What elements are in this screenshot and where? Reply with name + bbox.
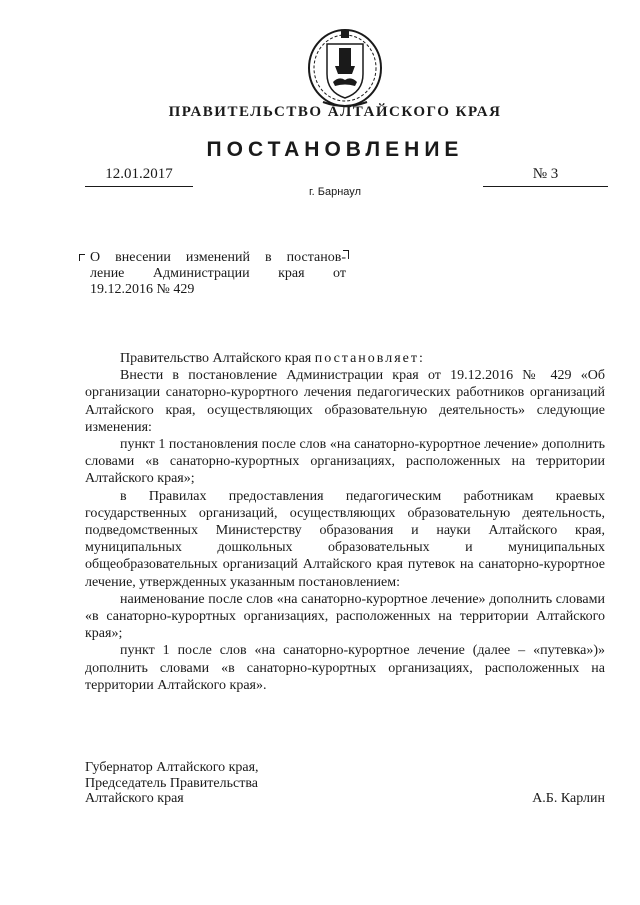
signatory-title-line-2: Председатель Правительства [85, 775, 258, 791]
intro-verb: постановляет: [314, 351, 425, 366]
document-type-title: ПОСТАНОВЛЕНИЕ [206, 138, 464, 161]
body-paragraph-3: в Правилах предоставления педагогическим работникам краевых государственных организаций, осуществляющих образовательную деятельность, подведомственных Министерству образования и науки Алтайского края, муниципальных дошкольных образовательных и муниципальных общеобразовательных организаций Алтайского края путевок на санаторно-курортное лечение, утвержденных указанным постановлением: [85, 488, 605, 590]
document-city: г. Барнаул [309, 186, 361, 198]
signatory-title-line-3: Алтайского края [85, 791, 184, 806]
subject-line-3: 19.12.2016 № 429 [90, 282, 195, 297]
signatory-title-line-1: Губернатор Алтайского края, [85, 760, 259, 775]
subject-line-2: ление Администрации края от [90, 266, 346, 281]
document-date: 12.01.2017 [85, 166, 193, 187]
document-number: № 3 [483, 166, 608, 187]
coat-of-arms-emblem-icon [305, 26, 385, 110]
subject-line-1: О внесении изменений в постанов- [90, 250, 346, 265]
signature-block [85, 760, 605, 807]
subject-corner-left [79, 254, 85, 261]
organization-name: ПРАВИТЕЛЬСТВО АЛТАЙСКОГО КРАЯ [168, 104, 502, 120]
body-paragraph-4: наименование после слов «на санаторно-курортное лечение» дополнить словами «в санаторно-курортных организациях, расположенных на территории Алтайского края»; [85, 591, 605, 642]
intro-lead: Правительство Алтайского края [120, 351, 312, 366]
body-paragraph-1: Внести в постановление Администрации края от 19.12.2016 № 429 «Об организации санаторно-курортного лечения педагогических работников организаций Алтайского края, осуществляющих образовательную деятельность» следующие изменения: [85, 368, 605, 435]
signatory-name: А.Б. Карлин [532, 791, 605, 806]
body-paragraph-2: пункт 1 постановления после слов «на санаторно-курортное лечение» дополнить словами «в санаторно-курортных организациях, расположенных на территории Алтайского края»; [85, 437, 605, 487]
body-paragraph-5: пункт 1 после слов «на санаторно-курортное лечение (далее – «путевка»)» дополнить словами «в санаторно-курортных организациях, расположенных на территории Алтайского края». [85, 643, 605, 693]
document-body [85, 350, 605, 694]
document-subject [90, 250, 346, 298]
body-intro [85, 350, 605, 367]
